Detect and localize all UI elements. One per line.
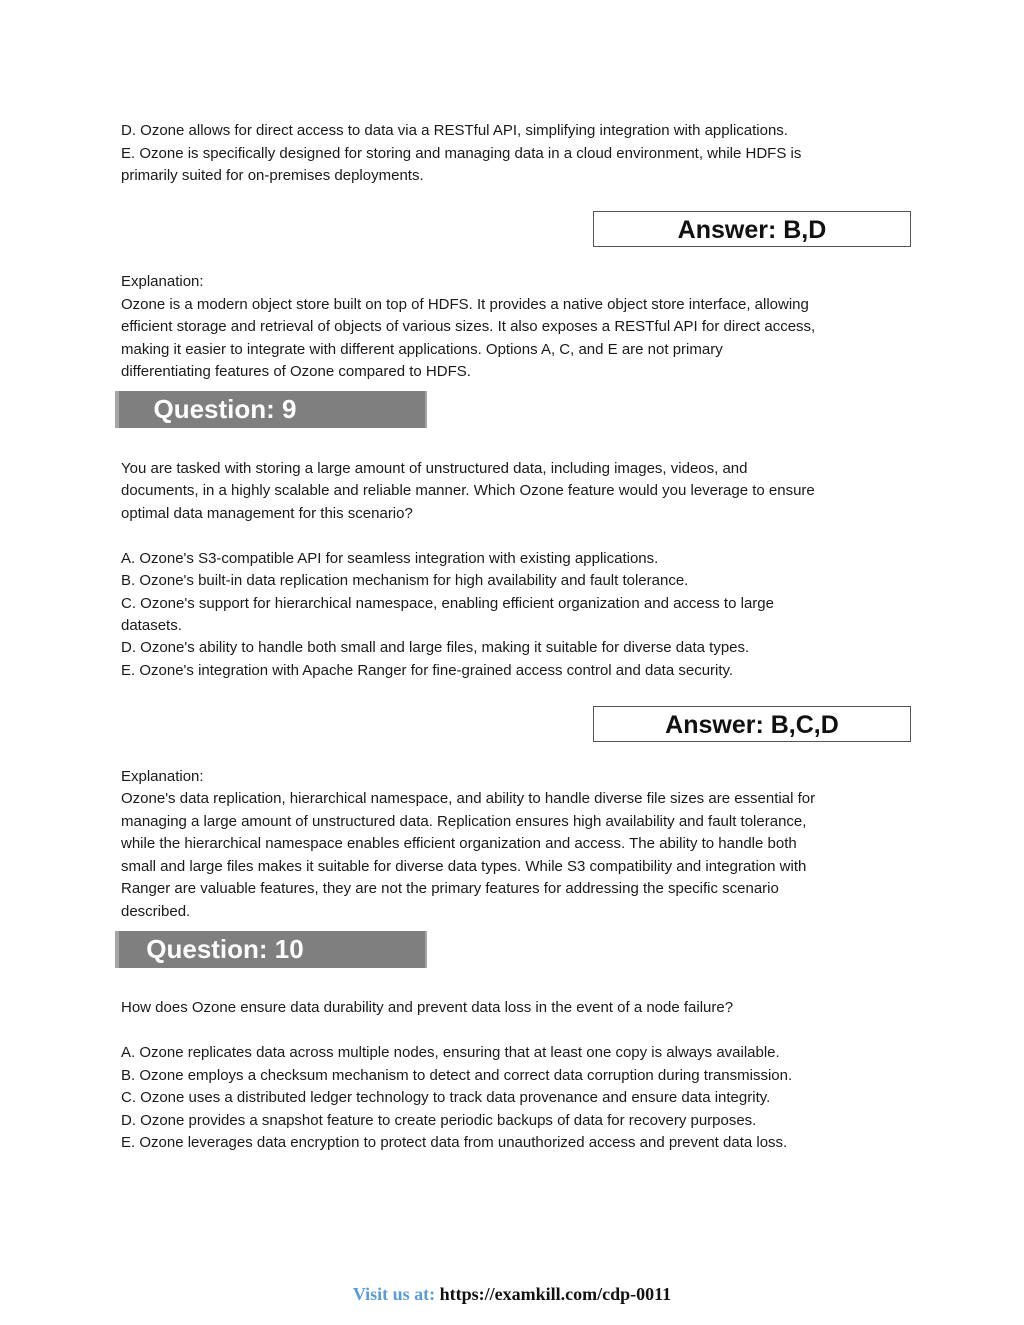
question-header-label: Question: 9 bbox=[153, 394, 297, 424]
option-text: B. Ozone employs a checksum mechanism to detect and correct data corruption during transmission. bbox=[121, 1067, 793, 1084]
option-text: C. Ozone uses a distributed ledger technology to track data provenance and ensure data integrity. bbox=[121, 1089, 771, 1106]
explanation-label: Explanation: bbox=[121, 273, 204, 290]
explanation-label: Explanation: bbox=[121, 768, 204, 785]
option-text: E. Ozone is specifically designed for storing and managing data in a cloud environment, while HDFS is bbox=[121, 145, 802, 162]
option-text: D. Ozone allows for direct access to data via a RESTful API, simplifying integration with applications. bbox=[121, 122, 788, 139]
explanation-text: managing a large amount of unstructured data. Replication ensures high availability and fault tolerance, bbox=[121, 813, 807, 830]
option-text: E. Ozone leverages data encryption to protect data from unauthorized access and prevent data loss. bbox=[121, 1134, 788, 1151]
option-text: A. Ozone's S3-compatible API for seamless integration with existing applications. bbox=[121, 550, 659, 567]
footer bbox=[0, 1282, 1024, 1306]
question-text: How does Ozone ensure data durability and prevent data loss in the event of a node failure? bbox=[121, 999, 734, 1016]
footer-label: Visit us at: bbox=[352, 1284, 436, 1304]
option-text: A. Ozone replicates data across multiple nodes, ensuring that at least one copy is always available. bbox=[121, 1044, 780, 1061]
option-text: E. Ozone's integration with Apache Ranger for fine-grained access control and data security. bbox=[121, 662, 734, 679]
option-text: primarily suited for on-premises deployments. bbox=[121, 167, 424, 184]
explanation-text: Ranger are valuable features, they are not the primary features for addressing the specific scenario bbox=[121, 880, 779, 897]
explanation-text: described. bbox=[121, 903, 191, 920]
explanation-text: efficient storage and retrieval of objects of various sizes. It also exposes a RESTful API for direct access, bbox=[121, 318, 816, 335]
answer-box: Answer: B,C,D bbox=[593, 706, 911, 742]
option-text: D. Ozone's ability to handle both small and large files, making it suitable for diverse data types. bbox=[121, 639, 750, 656]
explanation-text: Ozone's data replication, hierarchical namespace, and ability to handle diverse file sizes are essential for bbox=[121, 790, 816, 807]
explanation-text: differentiating features of Ozone compared to HDFS. bbox=[121, 363, 471, 380]
question-header bbox=[115, 931, 427, 968]
question-header bbox=[115, 391, 427, 428]
question-text: You are tasked with storing a large amount of unstructured data, including images, videos, and bbox=[121, 460, 748, 477]
question-text: optimal data management for this scenario? bbox=[121, 505, 413, 522]
option-text: B. Ozone's built-in data replication mechanism for high availability and fault tolerance. bbox=[121, 572, 689, 589]
explanation-text: making it easier to integrate with different applications. Options A, C, and E are not primary bbox=[121, 341, 723, 358]
option-text: D. Ozone provides a snapshot feature to create periodic backups of data for recovery purposes. bbox=[121, 1112, 757, 1129]
option-text: datasets. bbox=[121, 617, 182, 634]
answer-box: Answer: B,D bbox=[593, 211, 911, 247]
explanation-text: small and large files makes it suitable for diverse data types. While S3 compatibility and integration with bbox=[121, 858, 807, 875]
explanation-text: while the hierarchical namespace enables efficient organization and access. The ability to handle both bbox=[121, 835, 797, 852]
question-header-label: Question: 10 bbox=[146, 934, 304, 964]
option-text: C. Ozone's support for hierarchical namespace, enabling efficient organization and access to large bbox=[121, 595, 774, 612]
question-text: documents, in a highly scalable and reliable manner. Which Ozone feature would you leverage to ensure bbox=[121, 482, 815, 499]
explanation-text: Ozone is a modern object store built on top of HDFS. It provides a native object store interface, allowing bbox=[121, 296, 809, 313]
footer-link[interactable]: https://examkill.com/cdp-0011 bbox=[439, 1284, 672, 1304]
